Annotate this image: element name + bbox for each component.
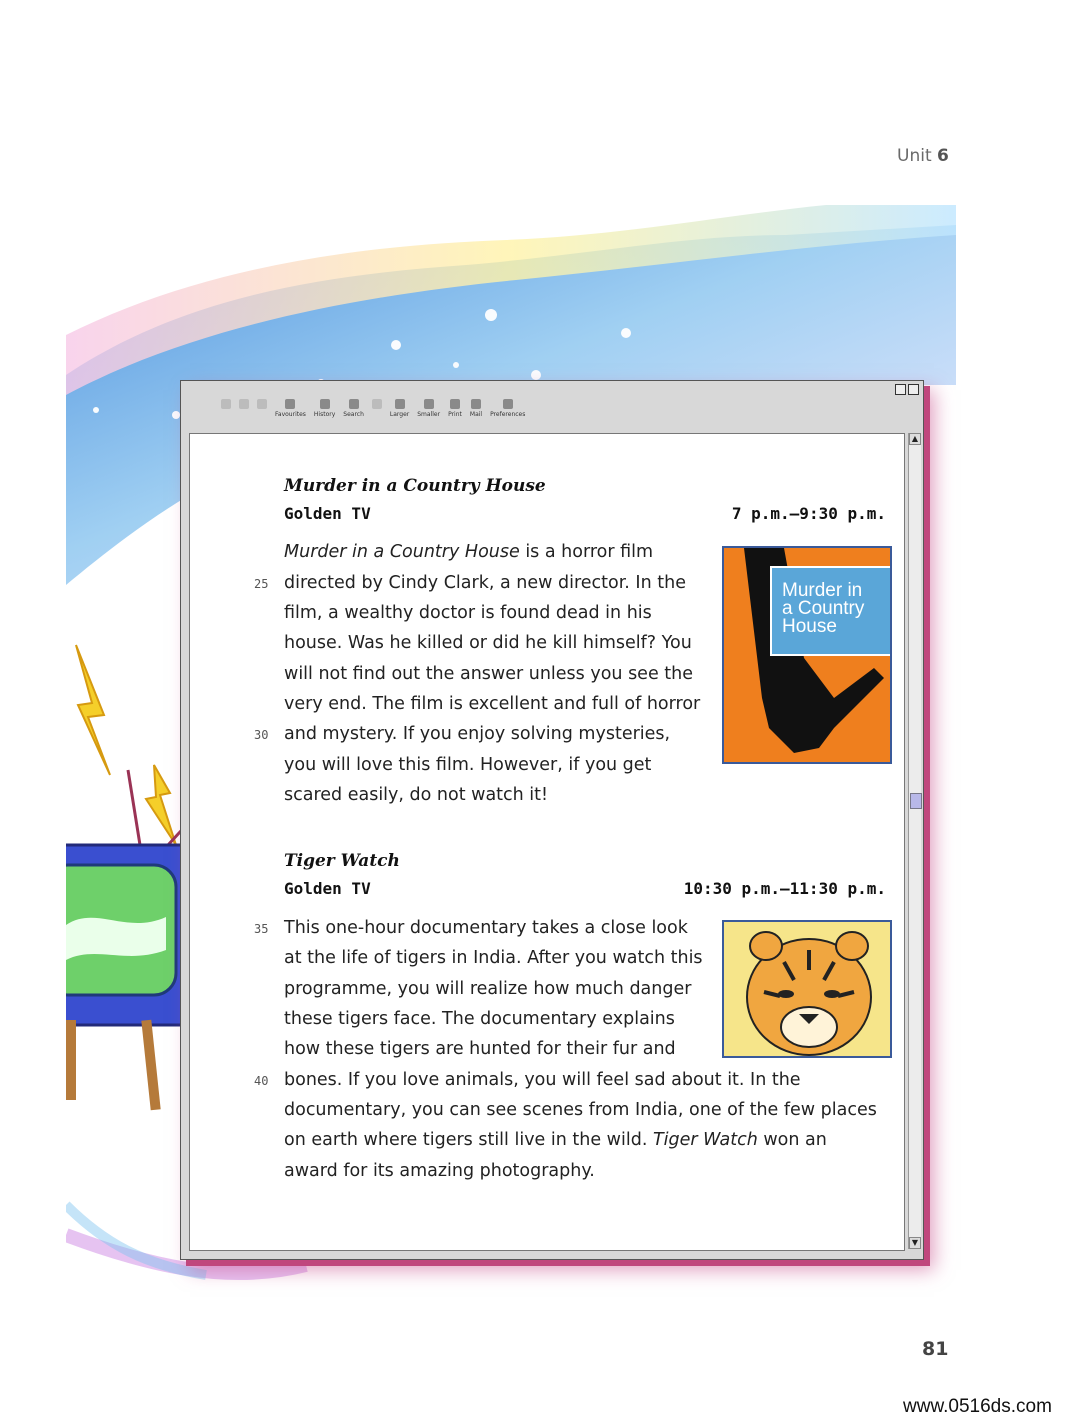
- programme-2-line-9: award for its amazing photography.: [284, 1161, 595, 1181]
- programme-2-title: Tiger Watch: [284, 851, 400, 871]
- programme-1-line-9: scared easily, do not watch it!: [284, 785, 549, 805]
- programme-1-time: 7 p.m.–9:30 p.m.: [731, 504, 886, 523]
- watermark: www.0516ds.com: [903, 1396, 1052, 1417]
- tiger-image: [722, 920, 892, 1058]
- preferences-label: Preferences: [490, 411, 526, 418]
- search-button[interactable]: [343, 399, 364, 433]
- autofill-button[interactable]: [372, 399, 382, 433]
- unit-number: 6: [937, 146, 949, 166]
- mail-button[interactable]: [470, 399, 482, 433]
- poster-line-1: Murder in: [782, 580, 863, 601]
- line-number-40: 40: [254, 1074, 269, 1088]
- programme-2-line-2: at the life of tigers in India. After you watch this: [284, 948, 703, 968]
- programme-1-line-6: very end. The film is excellent and full of horror: [284, 694, 701, 714]
- programme-2-line-8-after: won an: [757, 1130, 827, 1150]
- stop-icon: [257, 399, 267, 409]
- programme-2-channel: Golden TV: [284, 879, 371, 898]
- favourites-label: Favourites: [275, 411, 306, 418]
- programme-1-channel: Golden TV: [284, 504, 371, 523]
- web-content-pane: [189, 433, 905, 1251]
- unit-word: Unit: [897, 146, 932, 166]
- programme-2-inline-title: Tiger Watch: [652, 1130, 758, 1150]
- programme-2-line-4: these tigers face. The documentary explains: [284, 1009, 675, 1029]
- window-controls: [895, 384, 919, 395]
- programme-2-line-5: how these tigers are hunted for their fur and: [284, 1039, 676, 1059]
- poster-line-3: House: [782, 616, 837, 637]
- forward-arrow-icon: [239, 399, 249, 409]
- collapse-box-icon[interactable]: [895, 384, 906, 395]
- programme-1-title: Murder in a Country House: [284, 476, 546, 496]
- vertical-scrollbar[interactable]: [908, 433, 921, 1249]
- scroll-down-arrow-icon[interactable]: ▼: [909, 1237, 921, 1249]
- history-icon: [320, 399, 330, 409]
- stop-button[interactable]: [257, 399, 267, 433]
- murder-poster-image: [722, 546, 892, 764]
- poster-title: [770, 566, 892, 656]
- line-number-25: 25: [254, 577, 269, 591]
- search-icon: [349, 399, 359, 409]
- programme-1-line-8: you will love this film. However, if you get: [284, 755, 652, 775]
- programme-1-line-7: and mystery. If you enjoy solving mysteries,: [284, 724, 671, 744]
- programme-1-line-2: directed by Cindy Clark, a new director. In the: [284, 573, 686, 593]
- forward-button[interactable]: [239, 399, 249, 433]
- smaller-button[interactable]: [417, 399, 440, 433]
- programme-2-line-3: programme, you will realize how much danger: [284, 979, 692, 999]
- search-label: Search: [343, 411, 364, 418]
- favourites-icon: [285, 399, 295, 409]
- programme-1-line-1: [284, 542, 653, 562]
- programme-2-line-8-before: on earth where tigers still live in the wild.: [284, 1130, 653, 1150]
- history-button[interactable]: [314, 399, 335, 433]
- programme-2-line-8: [284, 1130, 827, 1150]
- history-label: History: [313, 411, 336, 418]
- back-button[interactable]: [221, 399, 231, 433]
- zoom-box-icon[interactable]: [908, 384, 919, 395]
- scroll-up-arrow-icon[interactable]: ▲: [909, 433, 921, 445]
- preferences-icon: [503, 399, 513, 409]
- smaller-text-icon: [424, 399, 434, 409]
- programme-2-line-6: bones. If you love animals, you will feel sad about it. In the: [284, 1070, 801, 1090]
- print-icon: [450, 399, 460, 409]
- preferences-button[interactable]: [490, 399, 525, 433]
- print-label: Print: [448, 411, 462, 418]
- tiger-face-illustration: [724, 922, 892, 1058]
- browser-toolbar: [221, 399, 525, 433]
- back-arrow-icon: [221, 399, 231, 409]
- larger-button[interactable]: [390, 399, 409, 433]
- programme-1-line-5: will not find out the answer unless you see the: [284, 664, 694, 684]
- autofill-icon: [372, 399, 382, 409]
- programme-2-time: 10:30 p.m.–11:30 p.m.: [683, 879, 886, 898]
- programme-2-line-1: This one-hour documentary takes a close look: [284, 918, 688, 938]
- unit-label: [897, 146, 949, 166]
- smaller-label: Smaller: [417, 411, 441, 418]
- favourites-button[interactable]: [275, 399, 306, 433]
- browser-window: [180, 380, 924, 1260]
- mail-label: Mail: [469, 411, 483, 418]
- larger-text-icon: [395, 399, 405, 409]
- page-number: 81: [922, 1338, 949, 1360]
- programme-1-line-3: film, a wealthy doctor is found dead in his: [284, 603, 652, 623]
- mail-icon: [471, 399, 481, 409]
- scroll-thumb[interactable]: [910, 793, 922, 809]
- larger-label: Larger: [389, 411, 410, 418]
- programme-1-inline-title: Murder in a Country House: [284, 542, 520, 562]
- programme-1-line-1-text: is a horror film: [519, 542, 654, 562]
- poster-line-2: a Country: [782, 598, 865, 619]
- programme-2-line-7: documentary, you can see scenes from India, one of the few places: [284, 1100, 877, 1120]
- line-number-30: 30: [254, 728, 269, 742]
- programme-1-line-4: house. Was he killed or did he kill himself? You: [284, 633, 692, 653]
- line-number-35: 35: [254, 922, 269, 936]
- print-button[interactable]: [448, 399, 462, 433]
